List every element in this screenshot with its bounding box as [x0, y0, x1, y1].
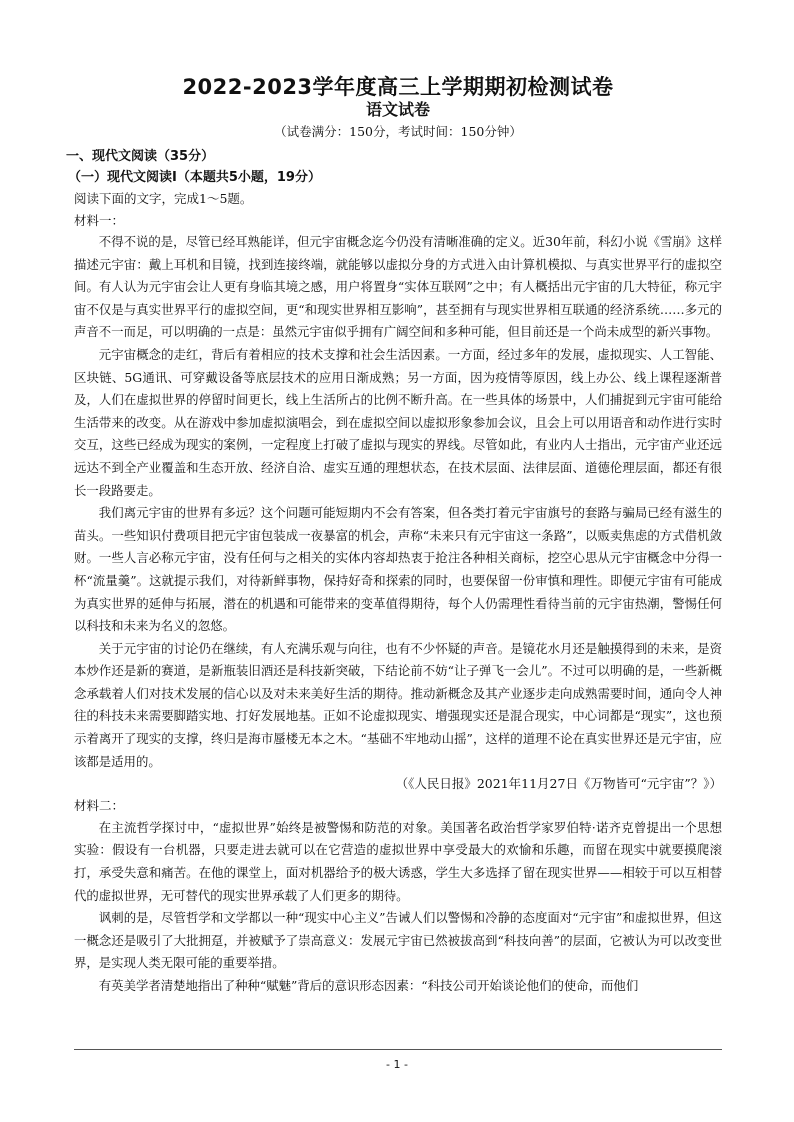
- footer-divider: [74, 1049, 722, 1050]
- subsection-heading: （一）现代文阅读Ⅰ（本题共5小题，19分）: [68, 170, 321, 185]
- page-number: - 1 -: [386, 1058, 408, 1071]
- material1-label: 材料一：: [74, 212, 125, 228]
- material1-source: （《人民日报》2021年11月27日《万物皆可“元宇宙”？》）: [395, 776, 722, 792]
- exam-title: 2022-2023学年度高三上学期期初检测试卷: [182, 75, 614, 99]
- material1-paragraph: 元宇宙概念的走红，背后有着相应的技术支撑和社会生活因素。一方面，经过多年的发展，虚拟现实、人工智能、区块链、5G通讯、可穿戴设备等底层技术的应用日渐成熟；另一方面，因为疫情等原因，线上办公、线上课程逐渐普及，人们在虚拟世界的停留时间更长，线上生活所占的比例不断升高。在一些具体的场景中，人们捕捉到元宇宙可能给生活带来的改变。从在游戏中参加虚拟演唱会，到在虚拟空间以虚拟形象参加会议，且会上可以用语音和动作进行实时交互，这些已经成为现实的案例，一定程度上打破了虚拟与现实的界线。尽管如此，有业内人士指出，元宇宙产业还远远达不到全产业覆盖和生态开放、经济自洽、虚实互通的理想状态，在技术层面、法律层面、道德伦理层面，都还有很长一段路要走。: [74, 346, 722, 498]
- exam-page: [66, 74, 722, 998]
- exam-subject: 语文试卷: [365, 100, 430, 119]
- material2-label: 材料二：: [74, 798, 125, 814]
- material2-paragraph: 在主流哲学探讨中，“虚拟世界”始终是被警惕和防范的对象。美国著名政治哲学家罗伯特·诺齐克曾提出一个思想实验：假设有一台机器，只要走进去就可以在它营造的虚拟世界中享受最大的欢愉和乐趣，而留在现实中就要摸爬滚打，承受失意和痛苦。在他的课堂上，面对机器给予的极大诱惑，学生大多选择了留在现实世界——相较于可以互相替代的虚拟世界，无可替代的现实世界承载了人们更多的期待。: [74, 819, 722, 903]
- material2-paragraph: 讽刺的是，尽管哲学和文学都以一种“现实中心主义”告诫人们以警惕和冷静的态度面对“元宇宙”和虚拟世界，但这一概念还是吸引了大批拥趸，并被赋予了崇高意义：发展元宇宙已然被拔高到“科技向善”的层面，它被认为可以改变世界，是实现人类无限可能的重要举措。: [74, 910, 722, 971]
- material1-paragraph: 关于元宇宙的讨论仍在继续，有人充满乐观与向往，也有不少怀疑的声音。是镜花水月还是触摸得到的未来，是资本炒作还是新的赛道，是新瓶装旧酒还是科技新突破，下结论前不妨“让子弹飞一会儿”。不过可以明确的是，一些新概念承载着人们对技术发展的信心以及对未来美好生活的期待。推动新概念及其产业逐步走向成熟需要时间，通向令人神往的科技未来需要脚踏实地、打好发展地基。正如不论虚拟现实、增强现实还是混合现实，中心词都是“现实”，这也预示着离开了现实的支撑，终归是海市蜃楼无本之木。“基础不牢地动山摇”，这样的道理不论在真实世界还是元宇宙，应该都是适用的。: [74, 640, 722, 769]
- material1-paragraph: 不得不说的是，尽管已经耳熟能详，但元宇宙概念迄今仍没有清晰准确的定义。近30年前，科幻小说《雪崩》这样描述元宇宙：戴上耳机和目镜，找到连接终端，就能够以虚拟分身的方式进入由计算机模拟、与真实世界平行的虚拟空间。有人认为元宇宙会让人更有身临其境之感，用户将置身“实体互联网”之中；有人概括出元宇宙的几大特征，称元宇宙不仅是与真实世界平行的虚拟空间，更“和现实世界相互影响”，甚至拥有与现实世界相互联通的经济系统……多元的声音不一而足，可以明确的一点是：虽然元宇宙似乎拥有广阔空间和多种可能，但目前还是一个尚未成型的新兴事物。: [74, 234, 722, 340]
- section-heading: 一、现代文阅读（35分）: [66, 149, 215, 164]
- reading-instruction: 阅读下面的文字，完成1～5题。: [74, 191, 253, 206]
- material1-paragraph: 我们离元宇宙的世界有多远？这个问题可能短期内不会有答案，但各类打着元宇宙旗号的套路与骗局已经有滋生的苗头。一些知识付费项目把元宇宙包装成一夜暴富的机会，声称“未来只有元宇宙这一条路”，以贩卖焦虑的方式借机敛财。一些人言必称元宇宙，没有任何与之相关的实体内容却热衷于抢注各种相关商标，挖空心思从元宇宙概念中分得一杯“流量羹”。这就提示我们，对待新鲜事物，保持好奇和探索的同时，也要保留一份审慎和理性。即便元宇宙有可能成为真实世界的延伸与拓展，潜在的机遇和可能带来的变革值得期待，每个人仍需理性看待当前的元宇宙热潮，警惕任何以科技和未来为名义的忽悠。: [74, 505, 722, 634]
- exam-info: （试卷满分：150分，考试时间：150分钟）: [274, 124, 522, 139]
- material2-paragraph: 有英美学者清楚地指出了种种“赋魅”背后的意识形态因素：“科技公司开始谈论他们的使命，而他们: [98, 977, 639, 993]
